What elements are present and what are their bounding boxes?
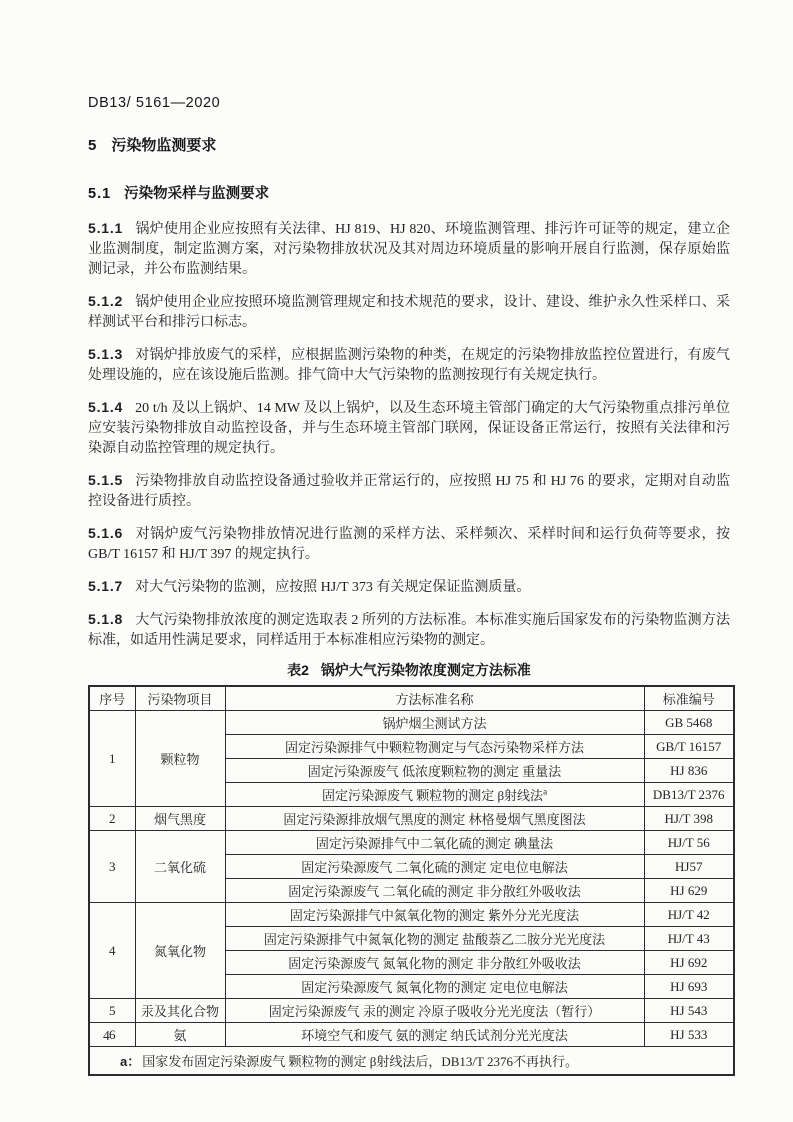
clause-number: 5.1.7 [88,578,124,594]
section-number: 5 [88,137,97,154]
footnote-label: a： [120,1054,141,1069]
standard-code-cell: HJ 543 [644,999,734,1023]
method-cell: 固定污染源废气 汞的测定 冷原子吸收分光光度法（暂行） [225,999,644,1023]
clause-number: 5.1.1 [88,220,124,236]
table-caption [88,660,730,680]
doc-code: DB13/ 5161—2020 [88,95,221,111]
method-cell: 固定污染源废气 低浓度颗粒物的测定 重量法 [225,759,644,783]
table-row [89,903,734,927]
col-header-code: 标准编号 [644,686,734,711]
table-footnote-cell [89,1047,734,1076]
method-cell: 固定污染源排气中氮氧化物的测定 紫外分光光度法 [225,903,644,927]
method-cell: 固定污染源废气 二氧化硫的测定 定电位电解法 [225,855,644,879]
standard-code-cell: HJ 693 [644,975,734,999]
subsection-title: 污染物采样与监测要求 [124,186,270,202]
section-heading [88,134,730,155]
seq-cell: 1 [89,711,135,807]
table-caption-label: 表2 [287,662,309,678]
page-number: 4 [103,1028,110,1043]
table-row [89,807,734,831]
clause-5-1-2 [88,291,730,333]
clause-5-1-8 [88,609,730,651]
method-cell: 固定污染源废气 氮氧化物的测定 定电位电解法 [225,975,644,999]
clause-number: 5.1.2 [88,293,124,309]
seq-cell: 2 [89,807,135,831]
clause-5-1-7 [88,576,730,598]
table-header-row [89,686,734,711]
clause-text: 对锅炉废气污染物排放情况进行监测的采样方法、采样频次、采样时间和运行负荷等要求，按GB/T 16157 和 HJ/T 397 的规定执行。 [88,527,730,562]
method-cell: 固定污染源废气 氮氧化物的测定 非分散红外吸收法 [225,951,644,975]
clause-5-1-6 [88,523,730,565]
standard-code-cell: HJ 629 [644,879,734,903]
footnote-text: 国家发布固定污染源废气 颗粒物的测定 β射线法后，DB13/T 2376不再执行。 [142,1054,578,1069]
table-row [89,999,734,1023]
standard-code-cell: HJ 692 [644,951,734,975]
clause-number: 5.1.3 [88,346,124,362]
table-row [89,831,734,855]
seq-cell: 6 [89,1023,135,1047]
standard-code-cell: HJ/T 398 [644,807,734,831]
col-header-method: 方法标准名称 [225,686,644,711]
clause-number: 5.1.6 [88,525,124,541]
clause-5-1-5 [88,470,730,512]
method-cell: 固定污染源排气中二氧化硫的测定 碘量法 [225,831,644,855]
pollutant-cell: 二氧化硫 [135,831,225,903]
table-row [89,711,734,735]
clause-text: 对锅炉排放废气的采样，应根据监测污染物的种类，在规定的污染物排放监控位置进行，有废气处理设施的，应在该设施后监测。排气筒中大气污染物的监测按现行有关规定执行。 [88,348,730,383]
standard-code-cell: HJ 533 [644,1023,734,1047]
pollutant-cell: 氨 [135,1023,225,1047]
clause-5-1-4 [88,397,730,459]
standard-code-cell: DB13/T 2376 [644,783,734,807]
method-cell: 环境空气和废气 氨的测定 纳氏试剂分光光度法 [225,1023,644,1047]
section-title: 污染物监测要求 [111,137,217,154]
clause-number: 5.1.8 [88,611,124,627]
subsection-heading [88,182,730,203]
clause-5-1-1 [88,218,730,280]
clause-text: 污染物排放自动监控设备通过验收并正常运行的，应按照 HJ 75 和 HJ 76 的要求，定期对自动监控设备进行质控。 [88,474,730,509]
clause-number: 5.1.4 [88,399,124,415]
method-cell: 锅炉烟尘测试方法 [225,711,644,735]
clause-text: 锅炉使用企业应按照有关法律、HJ 819、HJ 820、环境监测管理、排污许可证等的规定，建立企业监测制度，制定监测方案，对污染物排放状况及其对周边环境质量的影响开展自行监测，保存原始监测记录，并公布监测结果。 [88,222,730,277]
method-cell: 固定污染源排放烟气黑度的测定 林格曼烟气黑度图法 [225,807,644,831]
subsection-number: 5.1 [88,186,112,202]
clause-text: 20 t/h 及以上锅炉、14 MW 及以上锅炉，以及生态环境主管部门确定的大气污染物重点排污单位应安装污染物排放自动监控设备，并与生态环境主管部门联网，保证设备正常运行，按照有关法律和污染源自动监控管理的规定执行。 [88,401,730,456]
table-row [89,1023,734,1047]
methods-table-body [89,711,734,1047]
method-cell: 固定污染源排气中氮氧化物的测定 盐酸萘乙二胺分光光度法 [225,927,644,951]
clause-text: 锅炉使用企业应按照环境监测管理规定和技术规范的要求，设计、建设、维护永久性采样口、采样测试平台和排污口标志。 [88,295,730,330]
method-cell: 固定污染源废气 二氧化硫的测定 非分散红外吸收法 [225,879,644,903]
standard-code-cell: HJ57 [644,855,734,879]
method-cell: 固定污染源排气中颗粒物测定与气态污染物采样方法 [225,735,644,759]
seq-cell: 3 [89,831,135,903]
clause-text: 对大气污染物的监测，应按照 HJ/T 373 有关规定保证监测质量。 [135,580,531,595]
footnote-marker: a [543,786,548,797]
pollutant-cell: 颗粒物 [135,711,225,807]
clause-5-1-3 [88,344,730,386]
standard-code-cell: HJ/T 43 [644,927,734,951]
standard-code-cell: HJ/T 56 [644,831,734,855]
clause-text: 大气污染物排放浓度的测定选取表 2 所列的方法标准。本标准实施后国家发布的污染物监测方法标准，如适用性满足要求，同样适用于本标准相应污染物的测定。 [88,613,730,648]
methods-table [88,685,735,1076]
seq-cell: 4 [89,903,135,999]
pollutant-cell: 汞及其化合物 [135,999,225,1023]
col-header-seq: 序号 [89,686,135,711]
seq-cell: 5 [89,999,135,1023]
col-header-pollutant: 污染物项目 [135,686,225,711]
standard-code-cell: GB/T 16157 [644,735,734,759]
method-cell: 固定污染源废气 颗粒物的测定 β射线法$^a$ [225,783,644,807]
pollutant-cell: 氮氧化物 [135,903,225,999]
standard-code-cell: HJ 836 [644,759,734,783]
clause-number: 5.1.5 [88,472,124,488]
table-caption-title: 锅炉大气污染物浓度测定方法标准 [320,662,531,678]
standard-code-cell: GB 5468 [644,711,734,735]
standard-code-cell: HJ/T 42 [644,903,734,927]
pollutant-cell: 烟气黑度 [135,807,225,831]
table-footnote-row [89,1047,734,1076]
